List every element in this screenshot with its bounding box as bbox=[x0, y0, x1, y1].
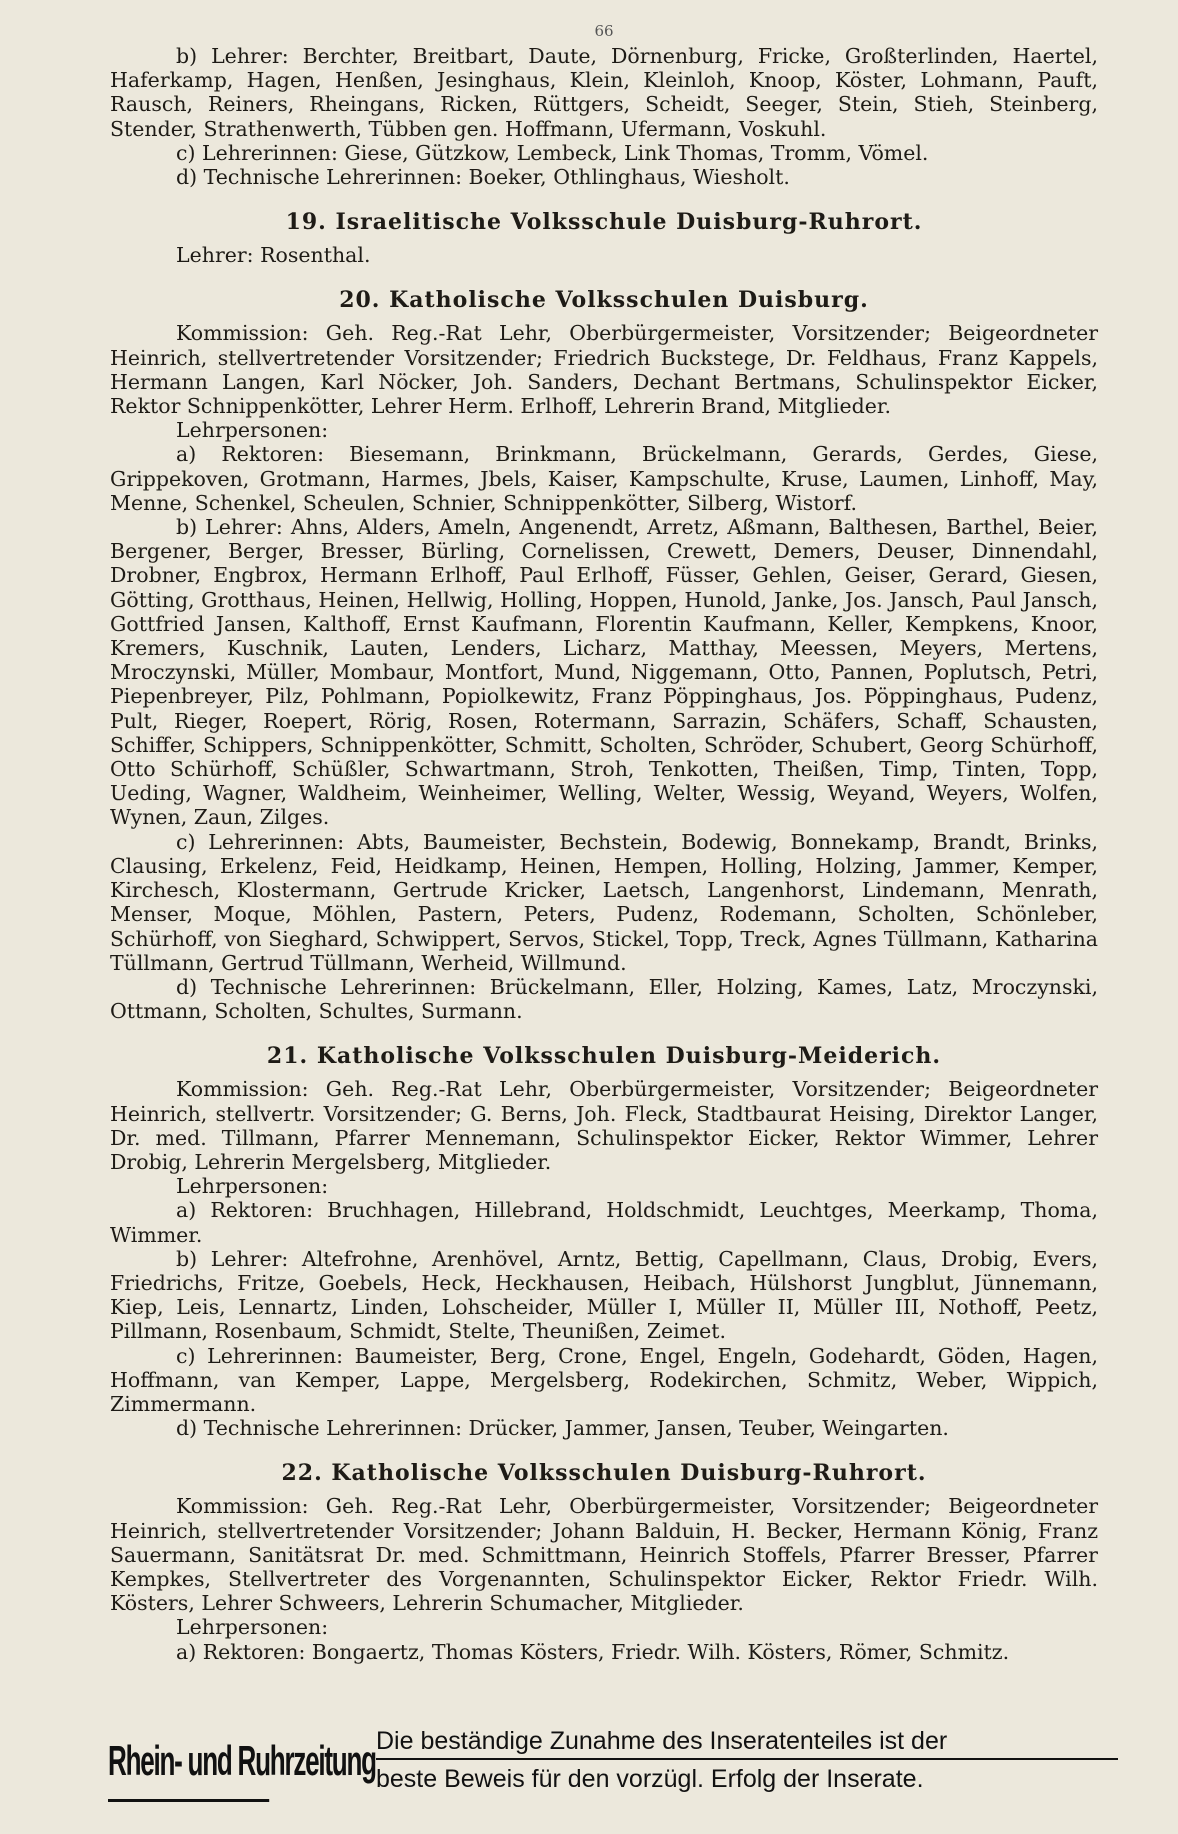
technical-teachers-list: d) Technische Lehrerinnen: Boeker, Othlinghaus, Wiesholt. bbox=[176, 165, 790, 190]
section-22-staff-label: Lehrpersonen: bbox=[176, 1615, 329, 1640]
female-teachers-list: c) Lehrerinnen: Giese, Gützkow, Lembeck, Link Thomas, Tromm, Vömel. bbox=[176, 140, 929, 165]
section-21-technical-teachers: d) Technische Lehrerinnen: Drücker, Jammer, Jansen, Teuber, Weingarten. bbox=[176, 1416, 949, 1441]
section-20-heading: 20. Katholische Volksschulen Duisburg. bbox=[339, 287, 869, 314]
section-19-teacher: Lehrer: Rosenthal. bbox=[176, 243, 371, 268]
advertisement-line-2: beste Beweis für den vorzügl. Erfolg der Inserate. bbox=[376, 1765, 924, 1793]
section-21-commission: Kommission: Geh. Reg.-Rat Lehr, Oberbürgermeister, Vorsitzender; Beigeordneter Heinrich, stellvertr. Vorsitzender; G. Berns, Joh. Fleck, Stadtbaurat Heising, Direktor Langer, Dr. med. Tillmann, Pfarrer Mennemann, Schulinspektor Eicker, Rektor Wimmer, Lehrer Drobig, Lehrerin Mergelsberg, Mitglieder. bbox=[110, 1077, 1098, 1174]
section-21-staff-label: Lehrpersonen: bbox=[176, 1174, 329, 1199]
section-22-principals: a) Rektoren: Bongaertz, Thomas Kösters, Friedr. Wilh. Kösters, Römer, Schmitz. bbox=[176, 1639, 1010, 1664]
teachers-list: b) Lehrer: Berchter, Breitbart, Daute, Dörnenburg, Fricke, Großterlinden, Haertel, Haferkamp, Hagen, Henßen, Jesinghaus, Klein, Kleinloh, Knoop, Köster, Lohmann, Pauft, Rausch, Reiners, Rheingans, Ricken, Rüttgers, Scheidt, Seeger, Stein, Stieh, Steinberg, Stender, Strathenwerth, Tübben gen. Hoffmann, Ufermann, Voskuhl. bbox=[110, 44, 1098, 141]
section-21-heading: 21. Katholische Volksschulen Duisburg-Meiderich. bbox=[266, 1043, 942, 1070]
page-number: 66 bbox=[594, 22, 614, 40]
section-22-commission: Kommission: Geh. Reg.-Rat Lehr, Oberbürgermeister, Vorsitzender; Beigeordneter Heinrich, stellvertretender Vorsitzender; Johann Balduin, H. Becker, Hermann König, Franz Sauermann, Sanitätsrat Dr. med. Schmittmann, Heinrich Stoffels, Pfarrer Bresser, Pfarrer Kempkes, Stellvertreter des Vorgenannten, Schulinspektor Eicker, Rektor Friedr. Wilh. Kösters, Lehrer Schweers, Lehrerin Schumacher, Mitglieder. bbox=[110, 1494, 1098, 1616]
newspaper-advertisement bbox=[108, 1720, 1118, 1802]
section-20-female-teachers: c) Lehrerinnen: Abts, Baumeister, Bechstein, Bodewig, Bonnekamp, Brandt, Brinks, Clausing, Erkelenz, Feid, Heidkamp, Heinen, Hempen, Holling, Holzing, Jammer, Kemper, Kirchesch, Klostermann, Gertrude Kricker, Laetsch, Langenhorst, Lindemann, Menrath, Menser, Moque, Möhlen, Pastern, Peters, Pudenz, Rodemann, Scholten, Schönleber, Schürhoff, von Sieghard, Schwippert, Servos, Stickel, Topp, Treck, Agnes Tüllmann, Katharina Tüllmann, Gertrud Tüllmann, Werheid, Willmund. bbox=[110, 829, 1098, 975]
section-21-principals: a) Rektoren: Bruchhagen, Hillebrand, Holdschmidt, Leuchtges, Meerkamp, Thoma, Wimmer. bbox=[110, 1198, 1098, 1247]
section-19-heading: 19. Israelitische Volksschule Duisburg-Ruhrort. bbox=[285, 209, 923, 236]
section-20-staff-label: Lehrpersonen: bbox=[176, 418, 329, 443]
section-21-teachers: b) Lehrer: Altefrohne, Arenhövel, Arntz, Bettig, Capellmann, Claus, Drobig, Evers, Friedrichs, Fritze, Goebels, Heck, Heckhausen, Heibach, Hülshorst Jungblut, Jünnemann, Kiep, Leis, Lennartz, Linden, Lohscheider, Müller I, Müller II, Müller III, Nothoff, Peetz, Pillmann, Rosenbaum, Schmidt, Stelte, Theunißen, Zeimet. bbox=[110, 1246, 1098, 1344]
newspaper-logo: Rhein- und Ruhrzeitung bbox=[108, 1720, 269, 1802]
advertisement-line-1: Die beständige Zunahme des Inseratenteiles ist der bbox=[376, 1724, 1118, 1760]
section-22-heading: 22. Katholische Volksschulen Duisburg-Ruhrort. bbox=[281, 1460, 927, 1487]
advertisement-text bbox=[376, 1720, 1118, 1802]
section-21-female-teachers: c) Lehrerinnen: Baumeister, Berg, Crone, Engel, Engeln, Godehardt, Göden, Hagen, Hoffmann, van Kemper, Lappe, Mergelsberg, Rodekirchen, Schmitz, Weber, Wippich, Zimmermann. bbox=[110, 1343, 1098, 1416]
section-20-commission: Kommission: Geh. Reg.-Rat Lehr, Oberbürgermeister, Vorsitzender; Beigeordneter Heinrich, stellvertretender Vorsitzender; Friedrich Buckstege, Dr. Feldhaus, Franz Kappels, Hermann Langen, Karl Nöcker, Joh. Sanders, Dechant Bertmans, Schulinspektor Eicker, Rektor Schnippenkötter, Lehrer Herm. Erlhoff, Lehrerin Brand, Mitglieder. bbox=[110, 321, 1098, 419]
section-20-teachers: b) Lehrer: Ahns, Alders, Ameln, Angenendt, Arretz, Aßmann, Balthesen, Barthel, Beier, Bergener, Berger, Bresser, Bürling, Cornelissen, Crewett, Demers, Deuser, Dinnendahl, Drobner, Engbrox, Hermann Erlhoff, Paul Erlhoff, Füsser, Gehlen, Geiser, Gerard, Giesen, Götting, Grotthaus, Heinen, Hellwig, Holling, Hoppen, Hunold, Janke, Jos. Jansch, Paul Jansch, Gottfried Jansen, Kalthoff, Ernst Kaufmann, Florentin Kaufmann, Keller, Kempkens, Knoor, Kremers, Kuschnik, Lauten, Lenders, Licharz, Matthay, Meessen, Meyers, Mertens, Mroczynski, Müller, Mombaur, Montfort, Mund, Niggemann, Otto, Pannen, Poplutsch, Petri, Piepenbreyer, Pilz, Pohlmann, Popiolkewitz, Franz Pöppinghaus, Jos. Pöppinghaus, Pudenz, Pult, Rieger, Roepert, Rörig, Rosen, Rotermann, Sarrazin, Schäfers, Schaff, Schausten, Schiffer, Schippers, Schnippenkötter, Schmitt, Scholten, Schröder, Schubert, Georg Schürhoff, Otto Schürhoff, Schüßler, Schwartmann, Stroh, Tenkotten, Theißen, Timp, Tinten, Topp, Ueding, Wagner, Waldheim, Weinheimer, Welling, Welter, Wessig, Weyand, Weyers, Wolfen, Wynen, Zaun, Zilges. bbox=[110, 515, 1098, 830]
section-20-technical-teachers: d) Technische Lehrerinnen: Brückelmann, Eller, Holzing, Kames, Latz, Mroczynski, Ottmann, Scholten, Schultes, Surmann. bbox=[110, 974, 1098, 1024]
section-20-principals: a) Rektoren: Biesemann, Brinkmann, Brückelmann, Gerards, Gerdes, Giese, Grippekoven, Grotmann, Harmes, Jbels, Kaiser, Kampschulte, Kruse, Laumen, Linhoff, May, Menne, Schenkel, Scheulen, Schnier, Schnippenkötter, Silberg, Wistorf. bbox=[110, 442, 1098, 515]
